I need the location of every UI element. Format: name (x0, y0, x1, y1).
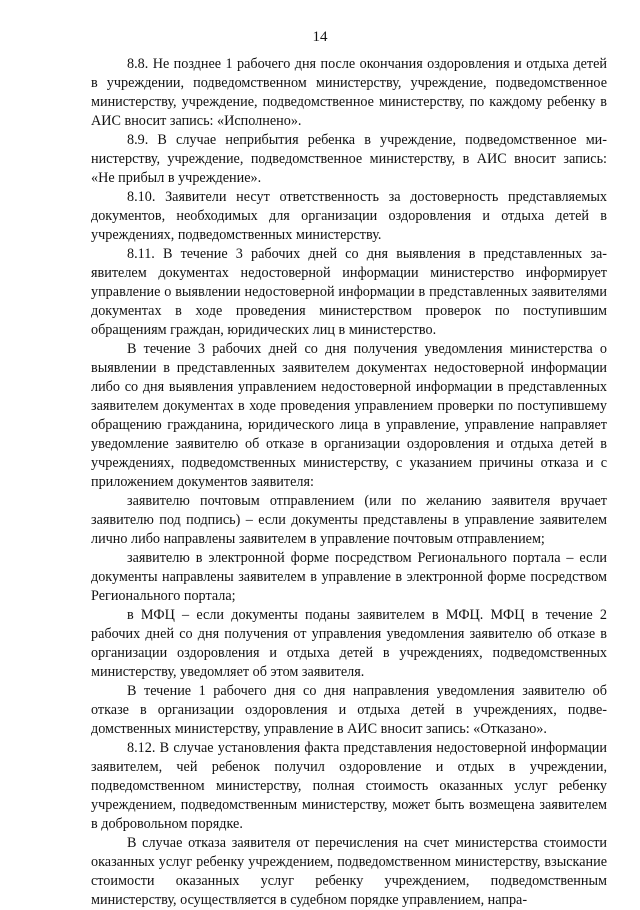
paragraph-8-10: 8.10. Заявители несут ответственность за достоверность представляемых документов, необходимых для организации оздоровления и отдыха детей в учреждениях, подведомственных министерству. (91, 189, 607, 243)
paragraph-8-12: 8.12. В случае установления факта представления недостоверной информации заявителем, чей ребенок получил оздоровление и отдых в учреждении, подведомственном министерству, полная стоимость оказанных услуг ребенку учреждением, подведомственным министерству, может быть возмещена заявителем в добровольном порядке. (91, 740, 607, 832)
paragraph-8-8: 8.8. Не позднее 1 рабочего дня после окончания оздоровления и отдыха детей в учреждении, подведомственном министерству, учреждение, подведомственное министерству, учреждение, подведомственное министерству, по каждому ребенку в АИС вносит запись: «Исполнено». (91, 56, 607, 129)
paragraph-postal-option: заявителю почтовым отправлением (или по желанию заявителя вручает заявителю под подпись) – если документы представлены в управление заявителем лично либо направлены заявителем в управление почтовым отправлением; (91, 493, 607, 547)
paragraph-electronic-option: заявителю в электронной форме посредством Регионального портала – если документы направлены заявителем в управление в электронной форме посредством Регионального портала; (91, 550, 607, 604)
document-body (91, 55, 607, 910)
paragraph-mfc-option: в МФЦ – если документы поданы заявителем в МФЦ. МФЦ в течение 2 рабочих дней со дня получения от управления уведомления заявителю об отказе в организации оздоровления и отдыха детей в учреждениях, подведомственных министерству, уведомляет об этом заявителя. (91, 607, 607, 680)
paragraph-refusal-recovery: В случае отказа заявителя от перечисления на счет министерства стоимости оказанных услуг ребенку учреждением, подведомственном министерству, взыскание стоимости оказанных услуг ребенку учреждением, подведомственным министерству, осуществляется в судебном порядке управлением, напра- (91, 835, 607, 908)
paragraph-ais-record: В течение 1 рабочего дня со дня направления уведомления заявителю об отказе в организации оздоровления и отдыха детей в учреждениях, подведомственных министерству, управление в АИС вносит запись: «Отказано». (91, 683, 607, 737)
page-number: 14 (312, 29, 328, 45)
paragraph-8-9: 8.9. В случае неприбытия ребенка в учреждение, подведомственное министерству, учреждение, подведомственное министерству, в АИС вносит запись: «Не прибыл в учреждение». (91, 132, 607, 186)
paragraph-notice-procedure: В течение 3 рабочих дней со дня получения уведомления министерства о выявлении в представленных заявителем документах недостоверной информации либо со дня выявления управлением недостоверной информации в представленных заявителем документах в ходе проведения управлением проверки по поступившему обращению гражданина, юридического лица в управление, управление направляет уведомление заявителю об отказе в организации оздоровления и отдыха детей в учреждениях, подведомственных министерству, с указанием причины отказа и с приложением документов заявителя: (91, 341, 607, 490)
paragraph-8-11: 8.11. В течение 3 рабочих дней со дня выявления в представленных заявителем документах недостоверной информации министерство информирует управление о выявлении недостоверной информации в представленных заявителями документах в ходе проведения министерством проверок по поступившим обращениям граждан, юридических лиц в министерство. (91, 246, 607, 338)
